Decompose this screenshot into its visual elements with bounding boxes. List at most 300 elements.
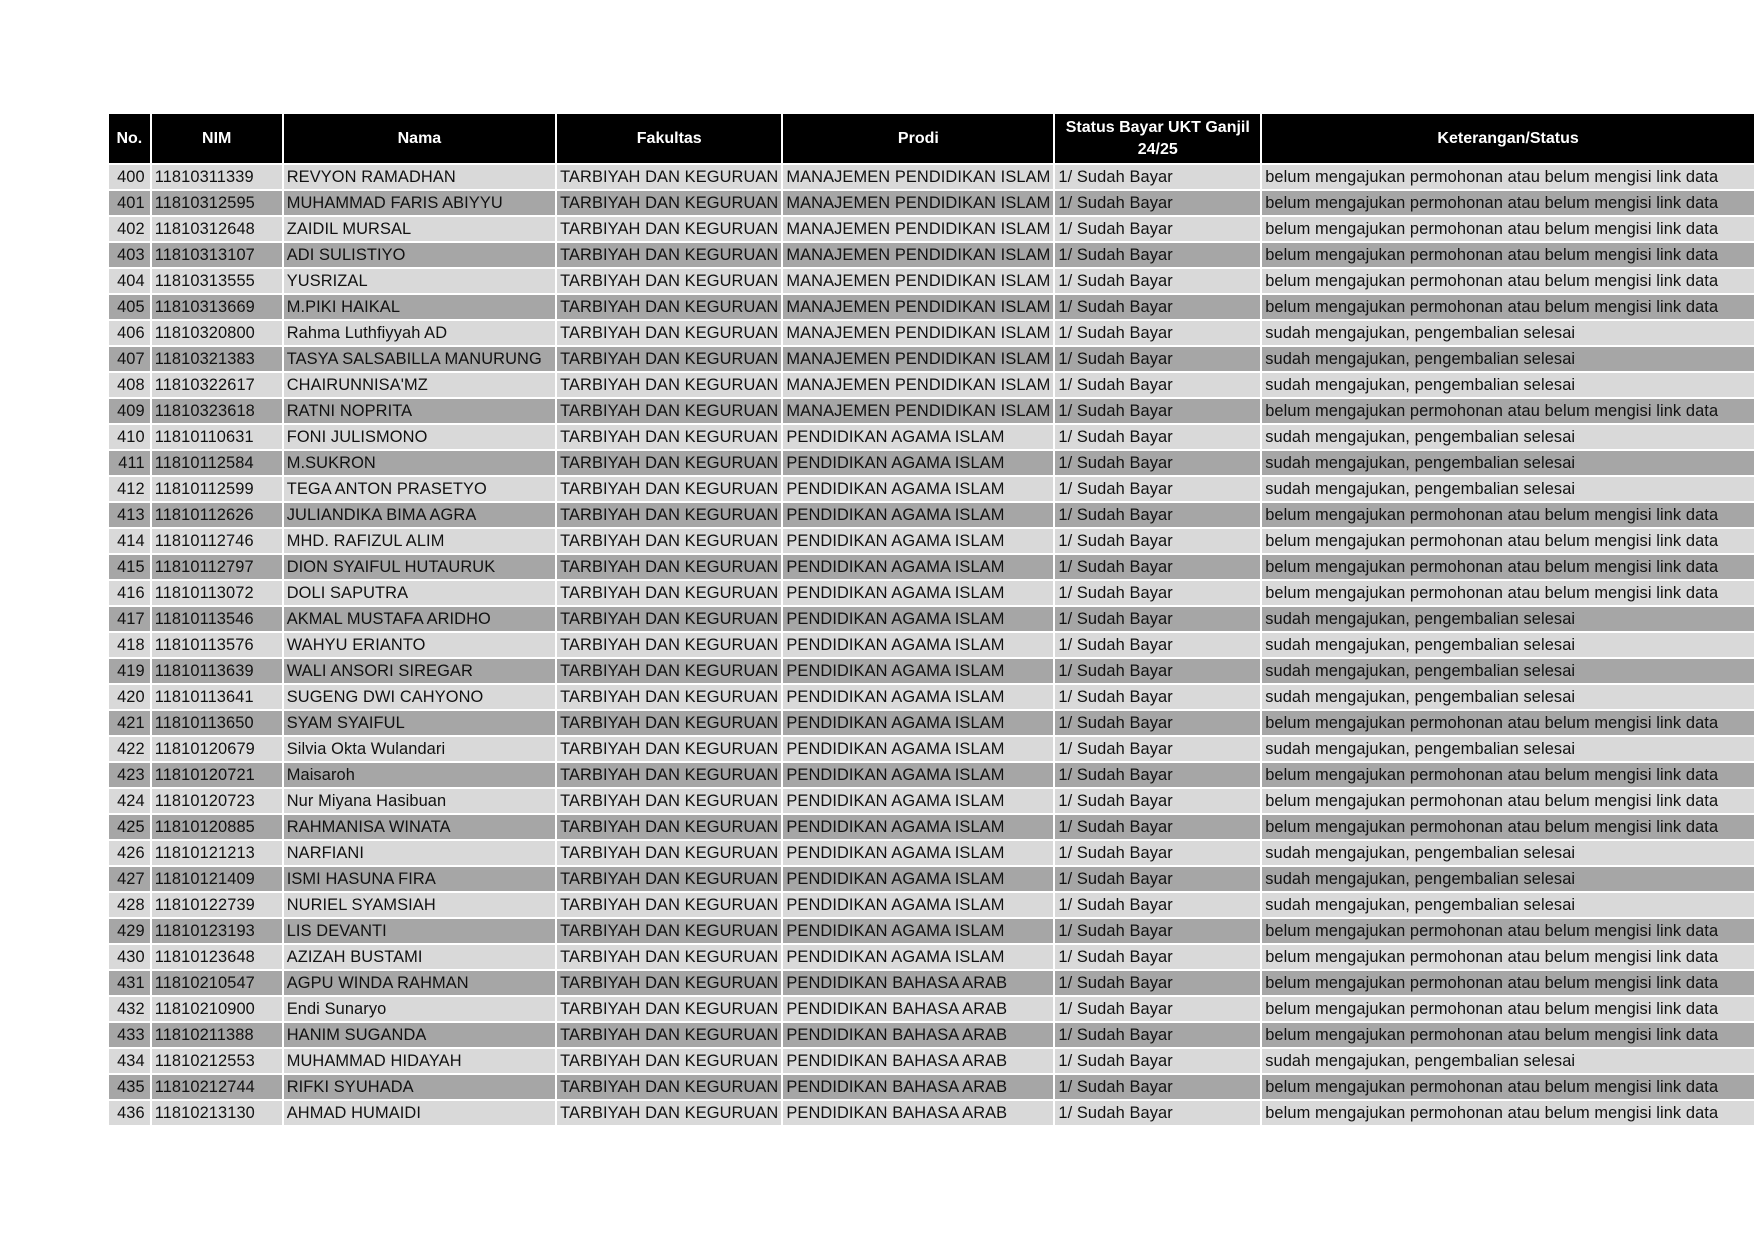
cell-fakultas: TARBIYAH DAN KEGURUAN (557, 295, 781, 319)
table-row (109, 581, 1754, 605)
cell-status-bayar: 1/ Sudah Bayar (1055, 165, 1260, 189)
cell-nim: 11810323618 (152, 399, 282, 423)
cell-no: 409 (109, 399, 150, 423)
cell-no: 406 (109, 321, 150, 345)
cell-no: 401 (109, 191, 150, 215)
cell-prodi: PENDIDIKAN BAHASA ARAB (783, 997, 1053, 1021)
cell-no: 405 (109, 295, 150, 319)
cell-status-bayar: 1/ Sudah Bayar (1055, 763, 1260, 787)
table-row (109, 425, 1754, 449)
table-row (109, 503, 1754, 527)
cell-nama: MHD. RAFIZUL ALIM (284, 529, 555, 553)
cell-status-bayar: 1/ Sudah Bayar (1055, 295, 1260, 319)
table-row (109, 659, 1754, 683)
cell-fakultas: TARBIYAH DAN KEGURUAN (557, 1023, 781, 1047)
cell-fakultas: TARBIYAH DAN KEGURUAN (557, 269, 781, 293)
table-row (109, 737, 1754, 761)
cell-no: 420 (109, 685, 150, 709)
cell-status-bayar: 1/ Sudah Bayar (1055, 633, 1260, 657)
cell-no: 426 (109, 841, 150, 865)
cell-nim: 11810210547 (152, 971, 282, 995)
cell-no: 428 (109, 893, 150, 917)
cell-prodi: MANAJEMEN PENDIDIKAN ISLAM (783, 347, 1053, 371)
cell-keterangan: belum mengajukan permohonan atau belum mengisi link data (1262, 789, 1754, 813)
cell-status-bayar: 1/ Sudah Bayar (1055, 347, 1260, 371)
cell-keterangan: belum mengajukan permohonan atau belum mengisi link data (1262, 815, 1754, 839)
cell-no: 419 (109, 659, 150, 683)
cell-prodi: PENDIDIKAN AGAMA ISLAM (783, 529, 1053, 553)
table-row (109, 633, 1754, 657)
cell-fakultas: TARBIYAH DAN KEGURUAN (557, 165, 781, 189)
cell-no: 412 (109, 477, 150, 501)
cell-nama: REVYON RAMADHAN (284, 165, 555, 189)
cell-keterangan: sudah mengajukan, pengembalian selesai (1262, 373, 1754, 397)
cell-no: 400 (109, 165, 150, 189)
cell-nama: SYAM SYAIFUL (284, 711, 555, 735)
cell-status-bayar: 1/ Sudah Bayar (1055, 425, 1260, 449)
cell-status-bayar: 1/ Sudah Bayar (1055, 945, 1260, 969)
table-row (109, 269, 1754, 293)
table-row (109, 451, 1754, 475)
cell-status-bayar: 1/ Sudah Bayar (1055, 1101, 1260, 1125)
cell-keterangan: sudah mengajukan, pengembalian selesai (1262, 737, 1754, 761)
cell-fakultas: TARBIYAH DAN KEGURUAN (557, 659, 781, 683)
cell-nama: Silvia Okta Wulandari (284, 737, 555, 761)
cell-keterangan: sudah mengajukan, pengembalian selesai (1262, 321, 1754, 345)
cell-fakultas: TARBIYAH DAN KEGURUAN (557, 763, 781, 787)
cell-nim: 11810113650 (152, 711, 282, 735)
cell-keterangan: sudah mengajukan, pengembalian selesai (1262, 867, 1754, 891)
cell-nama: JULIANDIKA BIMA AGRA (284, 503, 555, 527)
cell-nama: MUHAMMAD HIDAYAH (284, 1049, 555, 1073)
cell-prodi: MANAJEMEN PENDIDIKAN ISLAM (783, 243, 1053, 267)
cell-no: 414 (109, 529, 150, 553)
cell-fakultas: TARBIYAH DAN KEGURUAN (557, 217, 781, 241)
cell-keterangan: sudah mengajukan, pengembalian selesai (1262, 425, 1754, 449)
cell-nama: ADI SULISTIYO (284, 243, 555, 267)
cell-nama: DION SYAIFUL HUTAURUK (284, 555, 555, 579)
cell-prodi: PENDIDIKAN AGAMA ISLAM (783, 841, 1053, 865)
cell-status-bayar: 1/ Sudah Bayar (1055, 997, 1260, 1021)
cell-fakultas: TARBIYAH DAN KEGURUAN (557, 555, 781, 579)
cell-nim: 11810123193 (152, 919, 282, 943)
cell-keterangan: sudah mengajukan, pengembalian selesai (1262, 607, 1754, 631)
cell-keterangan: belum mengajukan permohonan atau belum mengisi link data (1262, 945, 1754, 969)
cell-nim: 11810313555 (152, 269, 282, 293)
cell-status-bayar: 1/ Sudah Bayar (1055, 243, 1260, 267)
cell-nim: 11810322617 (152, 373, 282, 397)
cell-nama: AZIZAH BUSTAMI (284, 945, 555, 969)
cell-nim: 11810210900 (152, 997, 282, 1021)
cell-nim: 11810110631 (152, 425, 282, 449)
table-row (109, 529, 1754, 553)
cell-fakultas: TARBIYAH DAN KEGURUAN (557, 997, 781, 1021)
cell-no: 434 (109, 1049, 150, 1073)
cell-nim: 11810120723 (152, 789, 282, 813)
cell-prodi: PENDIDIKAN AGAMA ISLAM (783, 919, 1053, 943)
cell-keterangan: belum mengajukan permohonan atau belum mengisi link data (1262, 529, 1754, 553)
cell-status-bayar: 1/ Sudah Bayar (1055, 191, 1260, 215)
table-row (109, 971, 1754, 995)
cell-prodi: MANAJEMEN PENDIDIKAN ISLAM (783, 269, 1053, 293)
cell-no: 415 (109, 555, 150, 579)
cell-keterangan: sudah mengajukan, pengembalian selesai (1262, 685, 1754, 709)
cell-nim: 11810320800 (152, 321, 282, 345)
cell-prodi: PENDIDIKAN AGAMA ISLAM (783, 711, 1053, 735)
header-fakultas: Fakultas (557, 114, 781, 163)
cell-nama: Nur Miyana Hasibuan (284, 789, 555, 813)
cell-prodi: PENDIDIKAN AGAMA ISLAM (783, 503, 1053, 527)
cell-no: 411 (109, 451, 150, 475)
cell-keterangan: belum mengajukan permohonan atau belum mengisi link data (1262, 243, 1754, 267)
cell-status-bayar: 1/ Sudah Bayar (1055, 659, 1260, 683)
table-row (109, 191, 1754, 215)
cell-nama: YUSRIZAL (284, 269, 555, 293)
cell-fakultas: TARBIYAH DAN KEGURUAN (557, 737, 781, 761)
cell-fakultas: TARBIYAH DAN KEGURUAN (557, 321, 781, 345)
cell-nim: 11810321383 (152, 347, 282, 371)
cell-status-bayar: 1/ Sudah Bayar (1055, 451, 1260, 475)
cell-fakultas: TARBIYAH DAN KEGURUAN (557, 1049, 781, 1073)
cell-nama: MUHAMMAD FARIS ABIYYU (284, 191, 555, 215)
cell-fakultas: TARBIYAH DAN KEGURUAN (557, 1101, 781, 1125)
student-ukt-table-sheet (109, 114, 1754, 1125)
cell-prodi: PENDIDIKAN AGAMA ISLAM (783, 425, 1053, 449)
cell-fakultas: TARBIYAH DAN KEGURUAN (557, 477, 781, 501)
cell-nim: 11810311339 (152, 165, 282, 189)
table-row (109, 347, 1754, 371)
cell-nama: M.PIKI HAIKAL (284, 295, 555, 319)
cell-nama: AGPU WINDA RAHMAN (284, 971, 555, 995)
table-row (109, 1049, 1754, 1073)
cell-status-bayar: 1/ Sudah Bayar (1055, 373, 1260, 397)
header-nim: NIM (152, 114, 282, 163)
cell-nim: 11810123648 (152, 945, 282, 969)
cell-prodi: PENDIDIKAN BAHASA ARAB (783, 1049, 1053, 1073)
cell-fakultas: TARBIYAH DAN KEGURUAN (557, 581, 781, 605)
cell-nim: 11810121213 (152, 841, 282, 865)
cell-fakultas: TARBIYAH DAN KEGURUAN (557, 191, 781, 215)
cell-nama: TASYA SALSABILLA MANURUNG (284, 347, 555, 371)
cell-no: 423 (109, 763, 150, 787)
cell-prodi: PENDIDIKAN AGAMA ISLAM (783, 737, 1053, 761)
cell-nama: TEGA ANTON PRASETYO (284, 477, 555, 501)
cell-prodi: PENDIDIKAN AGAMA ISLAM (783, 815, 1053, 839)
cell-prodi: MANAJEMEN PENDIDIKAN ISLAM (783, 321, 1053, 345)
cell-fakultas: TARBIYAH DAN KEGURUAN (557, 633, 781, 657)
cell-status-bayar: 1/ Sudah Bayar (1055, 685, 1260, 709)
header-status-bayar (1055, 114, 1260, 163)
cell-prodi: PENDIDIKAN AGAMA ISLAM (783, 633, 1053, 657)
cell-no: 410 (109, 425, 150, 449)
cell-keterangan: belum mengajukan permohonan atau belum mengisi link data (1262, 555, 1754, 579)
cell-keterangan: belum mengajukan permohonan atau belum mengisi link data (1262, 269, 1754, 293)
cell-prodi: MANAJEMEN PENDIDIKAN ISLAM (783, 165, 1053, 189)
cell-keterangan: belum mengajukan permohonan atau belum mengisi link data (1262, 1075, 1754, 1099)
cell-nama: HANIM SUGANDA (284, 1023, 555, 1047)
cell-no: 408 (109, 373, 150, 397)
cell-keterangan: belum mengajukan permohonan atau belum mengisi link data (1262, 503, 1754, 527)
table-row (109, 867, 1754, 891)
cell-no: 422 (109, 737, 150, 761)
cell-prodi: PENDIDIKAN AGAMA ISLAM (783, 685, 1053, 709)
cell-keterangan: belum mengajukan permohonan atau belum mengisi link data (1262, 1023, 1754, 1047)
cell-prodi: MANAJEMEN PENDIDIKAN ISLAM (783, 295, 1053, 319)
cell-nama: CHAIRUNNISA'MZ (284, 373, 555, 397)
cell-nama: FONI JULISMONO (284, 425, 555, 449)
cell-status-bayar: 1/ Sudah Bayar (1055, 867, 1260, 891)
cell-keterangan: belum mengajukan permohonan atau belum mengisi link data (1262, 295, 1754, 319)
cell-status-bayar: 1/ Sudah Bayar (1055, 919, 1260, 943)
cell-status-bayar: 1/ Sudah Bayar (1055, 841, 1260, 865)
cell-nama: ISMI HASUNA FIRA (284, 867, 555, 891)
cell-keterangan: belum mengajukan permohonan atau belum mengisi link data (1262, 165, 1754, 189)
cell-fakultas: TARBIYAH DAN KEGURUAN (557, 347, 781, 371)
cell-keterangan: sudah mengajukan, pengembalian selesai (1262, 347, 1754, 371)
cell-fakultas: TARBIYAH DAN KEGURUAN (557, 945, 781, 969)
cell-nama: NURIEL SYAMSIAH (284, 893, 555, 917)
header-row (109, 114, 1754, 163)
cell-keterangan: sudah mengajukan, pengembalian selesai (1262, 633, 1754, 657)
cell-nim: 11810112797 (152, 555, 282, 579)
header-nama: Nama (284, 114, 555, 163)
table-row (109, 763, 1754, 787)
cell-nama: WALI ANSORI SIREGAR (284, 659, 555, 683)
cell-nama: SUGENG DWI CAHYONO (284, 685, 555, 709)
cell-nim: 11810313669 (152, 295, 282, 319)
cell-nim: 11810112599 (152, 477, 282, 501)
cell-no: 407 (109, 347, 150, 371)
cell-status-bayar: 1/ Sudah Bayar (1055, 269, 1260, 293)
cell-status-bayar: 1/ Sudah Bayar (1055, 789, 1260, 813)
cell-no: 436 (109, 1101, 150, 1125)
table-row (109, 815, 1754, 839)
cell-prodi: PENDIDIKAN BAHASA ARAB (783, 1023, 1053, 1047)
cell-fakultas: TARBIYAH DAN KEGURUAN (557, 841, 781, 865)
cell-prodi: PENDIDIKAN AGAMA ISLAM (783, 581, 1053, 605)
cell-nama: RATNI NOPRITA (284, 399, 555, 423)
cell-nim: 11810213130 (152, 1101, 282, 1125)
cell-fakultas: TARBIYAH DAN KEGURUAN (557, 867, 781, 891)
cell-status-bayar: 1/ Sudah Bayar (1055, 737, 1260, 761)
cell-keterangan: sudah mengajukan, pengembalian selesai (1262, 477, 1754, 501)
cell-prodi: PENDIDIKAN AGAMA ISLAM (783, 893, 1053, 917)
cell-status-bayar: 1/ Sudah Bayar (1055, 477, 1260, 501)
table-row (109, 243, 1754, 267)
cell-keterangan: belum mengajukan permohonan atau belum mengisi link data (1262, 997, 1754, 1021)
cell-keterangan: sudah mengajukan, pengembalian selesai (1262, 451, 1754, 475)
cell-status-bayar: 1/ Sudah Bayar (1055, 607, 1260, 631)
cell-keterangan: belum mengajukan permohonan atau belum mengisi link data (1262, 191, 1754, 215)
cell-keterangan: belum mengajukan permohonan atau belum mengisi link data (1262, 1101, 1754, 1125)
cell-keterangan: belum mengajukan permohonan atau belum mengisi link data (1262, 217, 1754, 241)
cell-prodi: PENDIDIKAN AGAMA ISLAM (783, 607, 1053, 631)
cell-nim: 11810113641 (152, 685, 282, 709)
header-keterangan: Keterangan/Status (1262, 114, 1754, 163)
cell-fakultas: TARBIYAH DAN KEGURUAN (557, 607, 781, 631)
cell-nim: 11810113072 (152, 581, 282, 605)
table-row (109, 1101, 1754, 1125)
cell-nim: 11810112626 (152, 503, 282, 527)
cell-status-bayar: 1/ Sudah Bayar (1055, 217, 1260, 241)
header-status-line1: Status Bayar UKT Ganjil (1065, 118, 1250, 136)
table-row (109, 997, 1754, 1021)
cell-fakultas: TARBIYAH DAN KEGURUAN (557, 893, 781, 917)
cell-keterangan: sudah mengajukan, pengembalian selesai (1262, 659, 1754, 683)
cell-keterangan: sudah mengajukan, pengembalian selesai (1262, 841, 1754, 865)
cell-nim: 11810113639 (152, 659, 282, 683)
cell-keterangan: belum mengajukan permohonan atau belum mengisi link data (1262, 763, 1754, 787)
cell-prodi: MANAJEMEN PENDIDIKAN ISLAM (783, 399, 1053, 423)
cell-fakultas: TARBIYAH DAN KEGURUAN (557, 815, 781, 839)
cell-no: 427 (109, 867, 150, 891)
cell-fakultas: TARBIYAH DAN KEGURUAN (557, 399, 781, 423)
table-body (109, 165, 1754, 1125)
table-row (109, 789, 1754, 813)
header-no: No. (109, 114, 150, 163)
cell-nim: 11810120885 (152, 815, 282, 839)
cell-nim: 11810312595 (152, 191, 282, 215)
table-row (109, 1075, 1754, 1099)
student-ukt-table (107, 112, 1754, 1127)
cell-keterangan: belum mengajukan permohonan atau belum mengisi link data (1262, 919, 1754, 943)
cell-prodi: PENDIDIKAN AGAMA ISLAM (783, 451, 1053, 475)
cell-nama: M.SUKRON (284, 451, 555, 475)
cell-fakultas: TARBIYAH DAN KEGURUAN (557, 789, 781, 813)
cell-fakultas: TARBIYAH DAN KEGURUAN (557, 425, 781, 449)
cell-prodi: MANAJEMEN PENDIDIKAN ISLAM (783, 191, 1053, 215)
cell-nim: 11810112584 (152, 451, 282, 475)
cell-fakultas: TARBIYAH DAN KEGURUAN (557, 971, 781, 995)
cell-prodi: PENDIDIKAN AGAMA ISLAM (783, 555, 1053, 579)
cell-status-bayar: 1/ Sudah Bayar (1055, 1023, 1260, 1047)
cell-nim: 11810212744 (152, 1075, 282, 1099)
cell-fakultas: TARBIYAH DAN KEGURUAN (557, 1075, 781, 1099)
cell-nim: 11810313107 (152, 243, 282, 267)
cell-nim: 11810121409 (152, 867, 282, 891)
table-row (109, 321, 1754, 345)
cell-no: 403 (109, 243, 150, 267)
table-row (109, 945, 1754, 969)
cell-status-bayar: 1/ Sudah Bayar (1055, 555, 1260, 579)
cell-prodi: PENDIDIKAN BAHASA ARAB (783, 1075, 1053, 1099)
cell-status-bayar: 1/ Sudah Bayar (1055, 581, 1260, 605)
cell-prodi: PENDIDIKAN AGAMA ISLAM (783, 789, 1053, 813)
cell-no: 424 (109, 789, 150, 813)
cell-no: 425 (109, 815, 150, 839)
table-row (109, 295, 1754, 319)
cell-keterangan: belum mengajukan permohonan atau belum mengisi link data (1262, 581, 1754, 605)
cell-status-bayar: 1/ Sudah Bayar (1055, 971, 1260, 995)
table-row (109, 399, 1754, 423)
table-row (109, 841, 1754, 865)
table-row (109, 607, 1754, 631)
cell-fakultas: TARBIYAH DAN KEGURUAN (557, 451, 781, 475)
cell-no: 435 (109, 1075, 150, 1099)
cell-fakultas: TARBIYAH DAN KEGURUAN (557, 711, 781, 735)
cell-nim: 11810112746 (152, 529, 282, 553)
cell-status-bayar: 1/ Sudah Bayar (1055, 893, 1260, 917)
table-row (109, 165, 1754, 189)
cell-nama: NARFIANI (284, 841, 555, 865)
cell-fakultas: TARBIYAH DAN KEGURUAN (557, 503, 781, 527)
cell-no: 431 (109, 971, 150, 995)
cell-keterangan: belum mengajukan permohonan atau belum mengisi link data (1262, 711, 1754, 735)
cell-status-bayar: 1/ Sudah Bayar (1055, 711, 1260, 735)
cell-fakultas: TARBIYAH DAN KEGURUAN (557, 373, 781, 397)
cell-keterangan: sudah mengajukan, pengembalian selesai (1262, 893, 1754, 917)
cell-prodi: PENDIDIKAN AGAMA ISLAM (783, 763, 1053, 787)
table-row (109, 1023, 1754, 1047)
cell-nama: Maisaroh (284, 763, 555, 787)
header-prodi: Prodi (783, 114, 1053, 163)
table-row (109, 477, 1754, 501)
cell-nim: 11810113546 (152, 607, 282, 631)
cell-status-bayar: 1/ Sudah Bayar (1055, 1049, 1260, 1073)
cell-nama: Rahma Luthfiyyah AD (284, 321, 555, 345)
cell-nama: WAHYU ERIANTO (284, 633, 555, 657)
cell-nim: 11810120679 (152, 737, 282, 761)
cell-keterangan: belum mengajukan permohonan atau belum mengisi link data (1262, 971, 1754, 995)
cell-no: 404 (109, 269, 150, 293)
table-row (109, 919, 1754, 943)
cell-no: 413 (109, 503, 150, 527)
cell-status-bayar: 1/ Sudah Bayar (1055, 1075, 1260, 1099)
cell-status-bayar: 1/ Sudah Bayar (1055, 399, 1260, 423)
cell-no: 429 (109, 919, 150, 943)
cell-nim: 11810113576 (152, 633, 282, 657)
cell-nim: 11810120721 (152, 763, 282, 787)
cell-no: 417 (109, 607, 150, 631)
table-row (109, 217, 1754, 241)
cell-nama: AHMAD HUMAIDI (284, 1101, 555, 1125)
cell-prodi: MANAJEMEN PENDIDIKAN ISLAM (783, 373, 1053, 397)
cell-nim: 11810212553 (152, 1049, 282, 1073)
cell-keterangan: belum mengajukan permohonan atau belum mengisi link data (1262, 399, 1754, 423)
cell-status-bayar: 1/ Sudah Bayar (1055, 503, 1260, 527)
header-status-line2: 24/25 (1137, 140, 1178, 158)
cell-keterangan: sudah mengajukan, pengembalian selesai (1262, 1049, 1754, 1073)
cell-nim: 11810312648 (152, 217, 282, 241)
table-row (109, 893, 1754, 917)
cell-prodi: PENDIDIKAN AGAMA ISLAM (783, 945, 1053, 969)
cell-status-bayar: 1/ Sudah Bayar (1055, 815, 1260, 839)
cell-no: 416 (109, 581, 150, 605)
cell-prodi: PENDIDIKAN AGAMA ISLAM (783, 659, 1053, 683)
cell-prodi: PENDIDIKAN BAHASA ARAB (783, 1101, 1053, 1125)
cell-fakultas: TARBIYAH DAN KEGURUAN (557, 529, 781, 553)
table-row (109, 555, 1754, 579)
cell-fakultas: TARBIYAH DAN KEGURUAN (557, 685, 781, 709)
cell-nama: RAHMANISA WINATA (284, 815, 555, 839)
cell-no: 418 (109, 633, 150, 657)
cell-no: 433 (109, 1023, 150, 1047)
cell-nim: 11810122739 (152, 893, 282, 917)
cell-no: 432 (109, 997, 150, 1021)
cell-fakultas: TARBIYAH DAN KEGURUAN (557, 243, 781, 267)
cell-nama: Endi Sunaryo (284, 997, 555, 1021)
table-row (109, 711, 1754, 735)
cell-prodi: MANAJEMEN PENDIDIKAN ISLAM (783, 217, 1053, 241)
table-row (109, 373, 1754, 397)
table-row (109, 685, 1754, 709)
cell-nim: 11810211388 (152, 1023, 282, 1047)
cell-nama: DOLI SAPUTRA (284, 581, 555, 605)
cell-fakultas: TARBIYAH DAN KEGURUAN (557, 919, 781, 943)
cell-no: 402 (109, 217, 150, 241)
cell-nama: ZAIDIL MURSAL (284, 217, 555, 241)
cell-prodi: PENDIDIKAN AGAMA ISLAM (783, 867, 1053, 891)
